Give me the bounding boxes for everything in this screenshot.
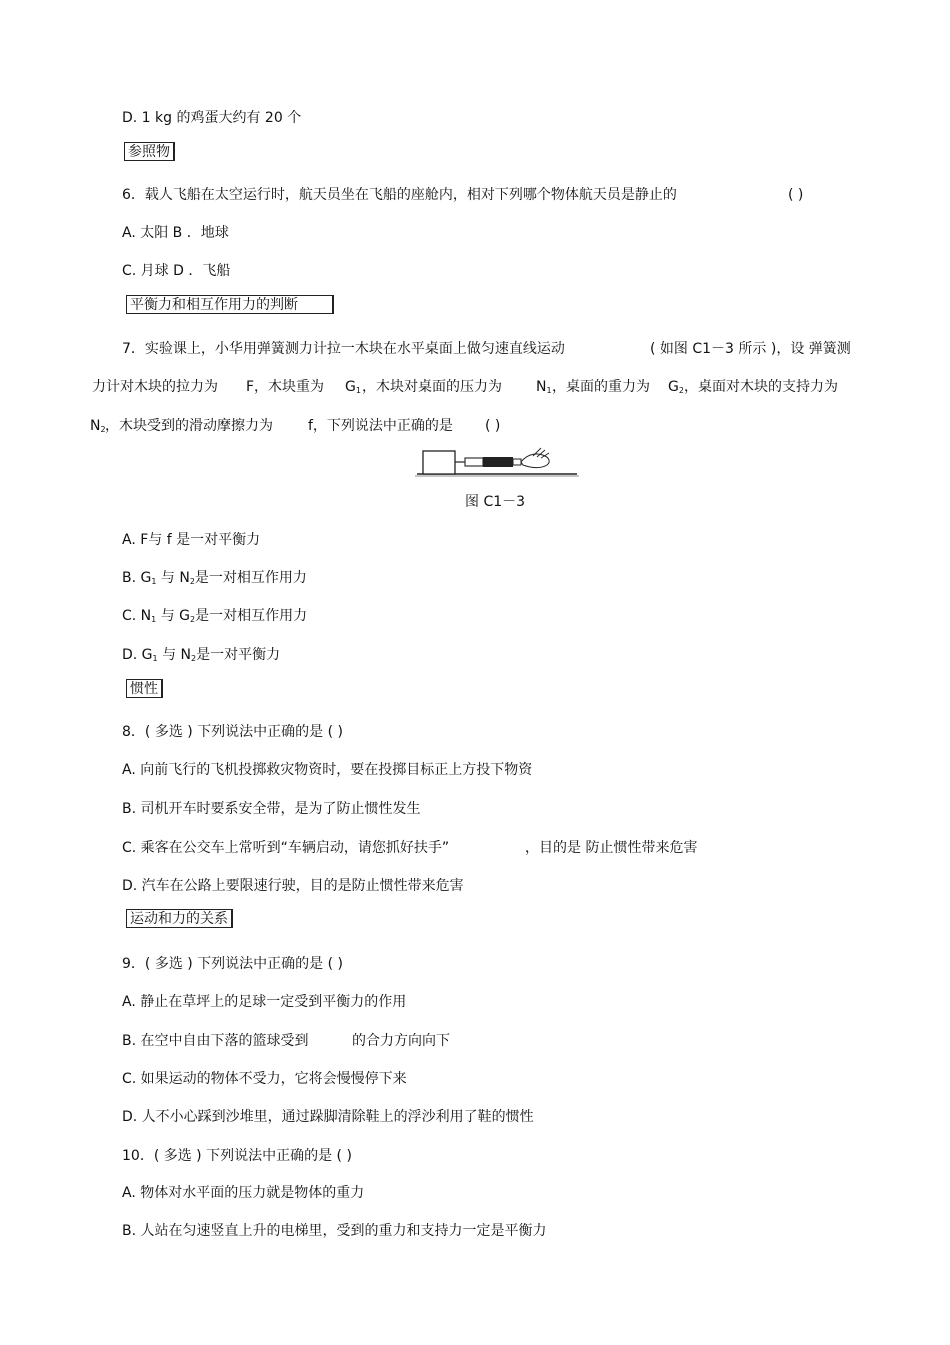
spring-scale-figure — [415, 444, 579, 478]
section-tag-balanced-forces: 平衡力和相互作用力的判断 — [126, 295, 334, 314]
section-tag-reference-frame: 参照物 — [124, 142, 175, 161]
q7-stem-line3a: ，木块受到的滑动摩擦力为 — [105, 418, 273, 434]
q7-stem-line2-G2: $G_2$ — [668, 379, 684, 395]
q9-option-c: C. 如果运动的物体不受力，它将会慢慢停下来 — [122, 1071, 407, 1087]
spring-scale-hook — [465, 458, 483, 466]
q7-option-b: B. $G_1$ 与 $N_2$是一对相互作用力 — [122, 570, 307, 586]
wooden-block — [423, 451, 455, 474]
q8-option-d: D. 汽车在公路上要限速行驶，目的是防止惯性带来危害 — [122, 878, 464, 894]
q9-option-d: D. 人不小心踩到沙堆里，通过跺脚清除鞋上的浮沙利用了鞋的惯性 — [122, 1109, 534, 1125]
q7-stem-line2c: ，桌面的重力为 — [552, 379, 650, 395]
q7-answer-paren: ( ) — [485, 418, 501, 434]
q6-options-ab: A. 太阳 B ．地球 — [122, 225, 229, 241]
q7-stem-line2-N1: $N_1$ — [536, 379, 552, 395]
q6-answer-paren: ( ) — [788, 187, 804, 203]
q7-option-d: D. $G_1$ 与 $N_2$是一对平衡力 — [122, 647, 281, 663]
q10-stem: 10．( 多选 ) 下列说法中正确的是 ( ) — [122, 1148, 352, 1164]
q9-stem: 9．( 多选 ) 下列说法中正确的是 ( ) — [122, 956, 344, 972]
section-tag-inertia: 惯性 — [126, 679, 163, 698]
q7-stem-line2d: ，桌面对木块的支持力为 — [684, 379, 838, 395]
q7-option-a: A. F与 f 是一对平衡力 — [122, 532, 261, 548]
q6-stem: 6．载人飞船在太空运行时，航天员坐在飞船的座舱内，相对下列哪个物体航天员是静止的 — [122, 187, 677, 203]
q5-option-d: D. 1 kg 的鸡蛋大约有 20 个 — [122, 110, 302, 126]
q7-stem-line2-G1: $G_1$ — [345, 379, 361, 395]
q7-stem-line2b: ，木块对桌面的压力为 — [362, 379, 502, 395]
figure-caption: 图 C1－3 — [465, 494, 526, 510]
q7-stem-line3-f: f，下列说法中正确的是 — [308, 418, 453, 434]
q7-stem-line2-F: F，木块重为 — [246, 379, 325, 395]
spring-scale-body — [483, 457, 513, 467]
q8-option-b: B. 司机开车时要系安全带，是为了防止惯性发生 — [122, 801, 421, 817]
q7-option-c: C. $N_1$ 与 $G_2$是一对相互作用力 — [122, 608, 308, 624]
q7-stem-line1-figref: ( 如图 C1－3 所示 )，设 弹簧测 — [650, 341, 851, 357]
q7-stem-line2a: 力计对木块的拉力为 — [92, 379, 218, 395]
q8-option-a: A. 向前飞行的飞机投掷救灾物资时，要在投掷目标正上方投下物资 — [122, 762, 533, 778]
section-tag-motion-force: 运动和力的关系 — [126, 909, 233, 928]
q8-option-c-part1: C. 乘客在公交车上常听到“车辆启动，请您抓好扶手” — [122, 840, 450, 856]
q6-options-cd: C. 月球 D ．飞船 — [122, 263, 231, 279]
q9-option-b-part2: 的合力方向向下 — [352, 1033, 450, 1049]
q7-stem-line3-N2: $N_2$ — [90, 418, 106, 434]
q9-option-a: A. 静止在草坪上的足球一定受到平衡力的作用 — [122, 994, 407, 1010]
q8-option-c-part2: ，目的是 防止惯性带来危害 — [525, 840, 698, 856]
q9-option-b-part1: B. 在空中自由下落的篮球受到 — [122, 1033, 309, 1049]
q10-option-a: A. 物体对水平面的压力就是物体的重力 — [122, 1185, 365, 1201]
q10-option-b: B. 人站在匀速竖直上升的电梯里，受到的重力和支持力一定是平衡力 — [122, 1223, 547, 1239]
q7-stem-line1: 7．实验课上，小华用弹簧测力计拉一木块在水平桌面上做匀速直线运动 — [122, 341, 565, 357]
q8-stem: 8．( 多选 ) 下列说法中正确的是 ( ) — [122, 724, 344, 740]
